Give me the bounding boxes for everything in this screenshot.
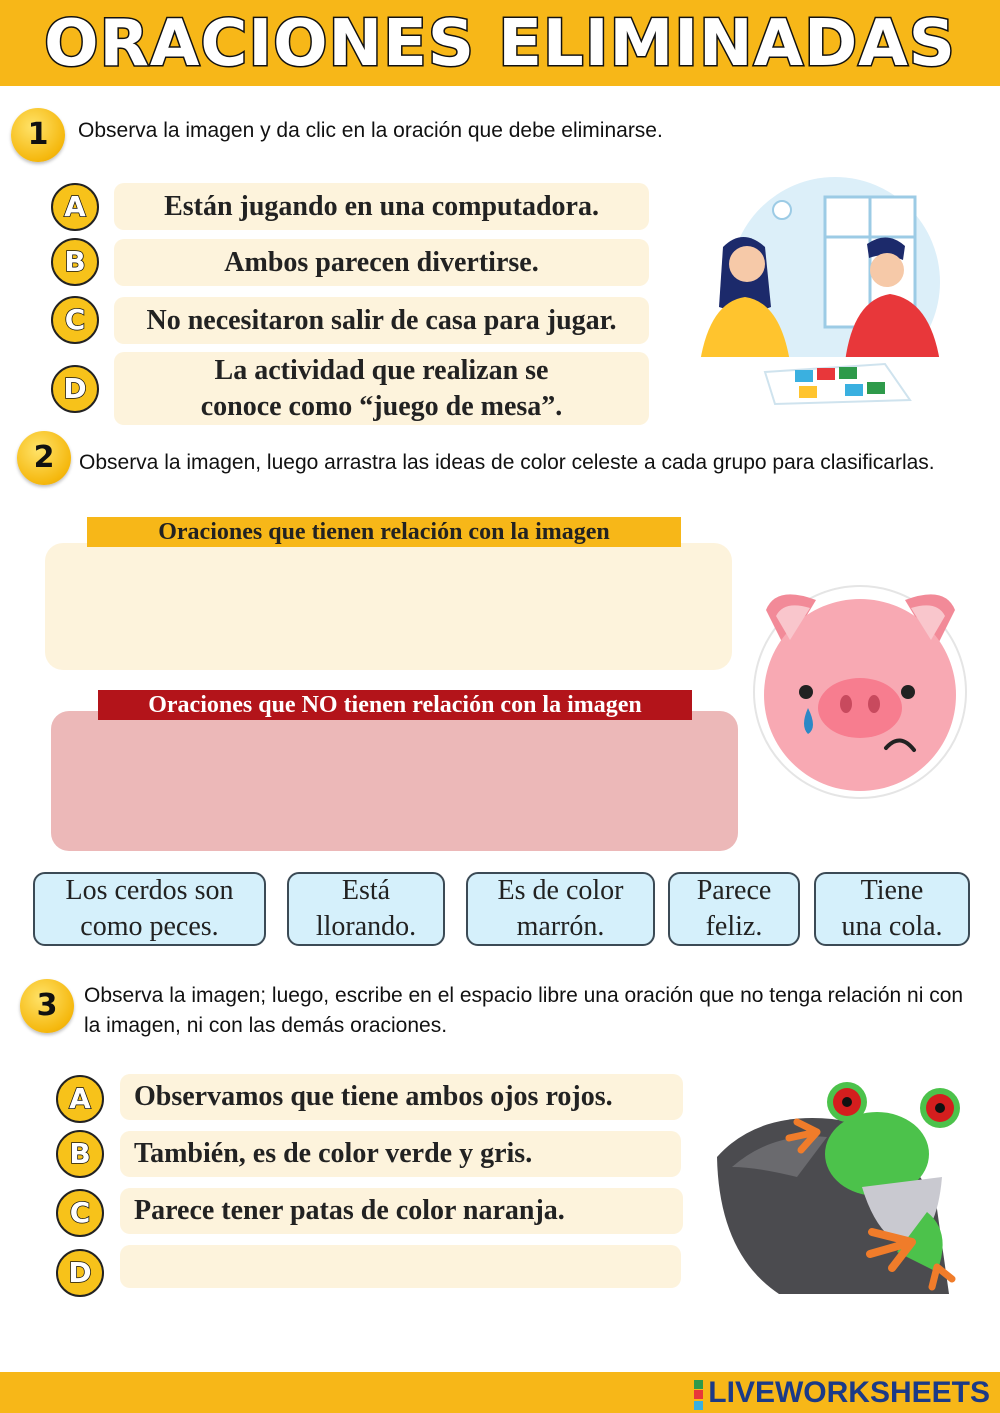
option-letter-a: A (56, 1075, 104, 1123)
drop-zone-related[interactable] (45, 543, 732, 670)
option-letter-b: B (51, 238, 99, 286)
step-badge-2: 2 (17, 431, 71, 485)
section1-option-d[interactable]: La actividad que realizan se conoce como “juego de mesa”. (114, 352, 649, 425)
drag-chip-5[interactable]: Tiene una cola. (814, 872, 970, 946)
drop-zone-related-title: Oraciones que tienen relación con la imagen (87, 517, 681, 547)
section1-option-b[interactable]: Ambos parecen divertirse. (114, 239, 649, 286)
section1-instruction: Observa la imagen y da clic en la oración que debe eliminarse. (78, 119, 663, 142)
step-badge-1: 1 (11, 108, 65, 162)
option-letter-a: A (51, 183, 99, 231)
board-game-illustration (695, 172, 965, 407)
step-badge-3: 3 (20, 979, 74, 1033)
drop-zone-unrelated-title: Oraciones que NO tienen relación con la imagen (98, 690, 692, 720)
section1-option-a[interactable]: Están jugando en una computadora. (114, 183, 649, 230)
drag-chip-2[interactable]: Está llorando. (287, 872, 445, 946)
drag-chip-1[interactable]: Los cerdos son como peces. (33, 872, 266, 946)
option-letter-d: D (56, 1249, 104, 1297)
option-letter-d: D (51, 365, 99, 413)
section2-instruction: Observa la imagen, luego arrastra las ideas de color celeste a cada grupo para clasificarlas. (79, 451, 935, 474)
page-title: ORACIONES ELIMINADAS (44, 7, 956, 81)
drag-chip-3[interactable]: Es de color marrón. (466, 872, 655, 946)
section3-instruction: Observa la imagen; luego, escribe en el espacio libre una oración que no tenga relación ni con la imagen, ni con las demás oraciones. (84, 984, 964, 1037)
drop-zone-unrelated[interactable] (51, 711, 738, 851)
option-letter-c: C (56, 1189, 104, 1237)
crying-pig-illustration (748, 580, 973, 800)
section3-option-d[interactable] (120, 1245, 681, 1288)
brand-mark-icon (693, 1378, 704, 1410)
drag-chip-4[interactable]: Parece feliz. (668, 872, 800, 946)
brand-logo (693, 1372, 990, 1413)
section1-option-c[interactable]: No necesitaron salir de casa para jugar. (114, 297, 649, 344)
red-eyed-frog-illustration (712, 1072, 974, 1297)
section3-option-b: También, es de color verde y gris. (120, 1131, 681, 1177)
section3-option-c: Parece tener patas de color naranja. (120, 1188, 683, 1234)
option-letter-c: C (51, 296, 99, 344)
option-letter-b: B (56, 1130, 104, 1178)
section3-option-a: Observamos que tiene ambos ojos rojos. (120, 1074, 683, 1120)
brand-name: LIVEWORKSHEETS (708, 1376, 990, 1409)
section3-answer-input[interactable] (120, 1245, 681, 1288)
